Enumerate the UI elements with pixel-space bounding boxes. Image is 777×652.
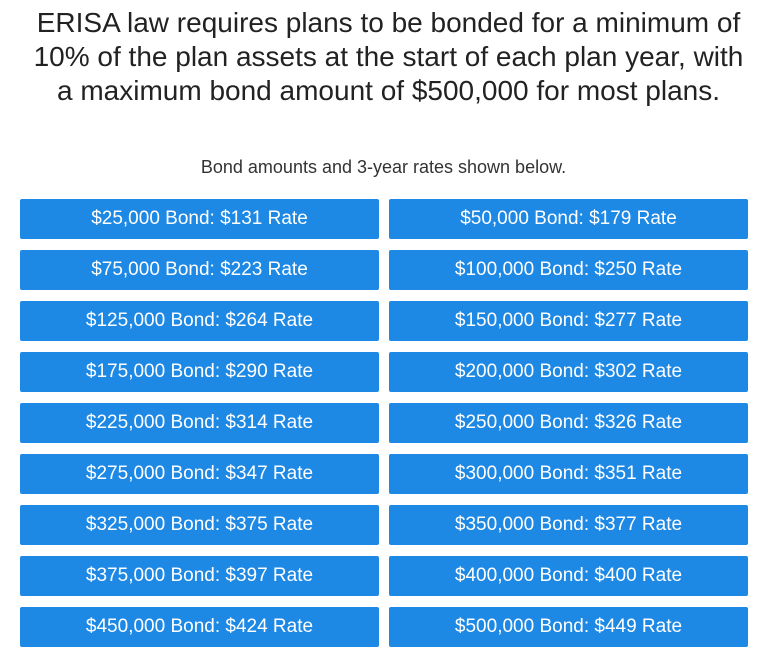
heading-line: ERISA law requires plans to be bonded for a minimum of — [36, 7, 741, 38]
bond-option-button[interactable]: $125,000 Bond: $264 Rate — [20, 301, 379, 341]
page-heading — [0, 6, 777, 108]
bond-option-button[interactable]: $175,000 Bond: $290 Rate — [20, 352, 379, 392]
bond-option-button[interactable]: $200,000 Bond: $302 Rate — [389, 352, 748, 392]
rates-subtitle: Bond amounts and 3-year rates shown below. — [200, 157, 567, 177]
bond-option-button[interactable]: $50,000 Bond: $179 Rate — [389, 199, 748, 239]
bond-option-button[interactable]: $25,000 Bond: $131 Rate — [20, 199, 379, 239]
bond-option-button[interactable]: $300,000 Bond: $351 Rate — [389, 454, 748, 494]
bond-options-grid — [20, 199, 748, 647]
bond-option-button[interactable]: $325,000 Bond: $375 Rate — [20, 505, 379, 545]
bond-option-button[interactable]: $100,000 Bond: $250 Rate — [389, 250, 748, 290]
heading-line: a maximum bond amount of $500,000 for most plans. — [56, 75, 721, 106]
bond-option-button[interactable]: $500,000 Bond: $449 Rate — [389, 607, 748, 647]
bond-option-button[interactable]: $225,000 Bond: $314 Rate — [20, 403, 379, 443]
bond-option-button[interactable]: $150,000 Bond: $277 Rate — [389, 301, 748, 341]
bond-option-button[interactable]: $450,000 Bond: $424 Rate — [20, 607, 379, 647]
bond-option-button[interactable]: $375,000 Bond: $397 Rate — [20, 556, 379, 596]
bond-option-button[interactable]: $75,000 Bond: $223 Rate — [20, 250, 379, 290]
heading-line: 10% of the plan assets at the start of each plan year, with — [33, 41, 744, 72]
bond-option-button[interactable]: $350,000 Bond: $377 Rate — [389, 505, 748, 545]
bond-option-button[interactable]: $400,000 Bond: $400 Rate — [389, 556, 748, 596]
bond-option-button[interactable]: $250,000 Bond: $326 Rate — [389, 403, 748, 443]
bond-option-button[interactable]: $275,000 Bond: $347 Rate — [20, 454, 379, 494]
